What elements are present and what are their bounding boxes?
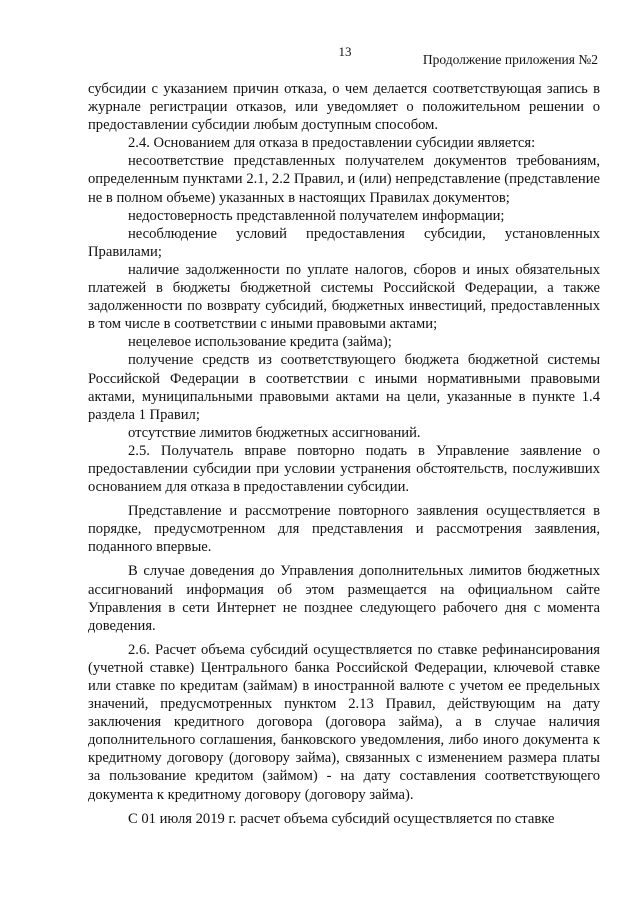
list-item: нецелевое использование кредита (займа); xyxy=(128,334,392,351)
list-item: несоблюдение условий предоставления субсидии, установленных Правилами; xyxy=(88,225,600,260)
paragraph: В случае доведения до Управления дополнительных лимитов бюджетных ассигнований информация об этом размещается на официальном сайте Управления в сети Интернет не позднее следующего рабочего дня с момента доведения. xyxy=(88,563,600,634)
appendix-label: Продолжение приложения №2 xyxy=(422,52,598,67)
paragraph-2-6: 2.6. Расчет объема субсидий осуществляется по ставке рефинансирования (учетной ставке) Центрального банка Российской Федерации, ключевой ставке или ставке по кредитам (займам) в иностранной валюте с учетом ее предельных значений, предусмотренных пунктом 2.13 Правил, действующим на дату заключения кредитного договора (договора займа), а в случае наличия дополнительного соглашения, банковского уведомления, либо иного документа к кредитному договору (договору займа), связанных с изменением размера платы за пользование кредитом (займом) - на дату составления соответствующего документа к кредитному договору (договору займа). xyxy=(88,641,600,803)
list-item: отсутствие лимитов бюджетных ассигнований. xyxy=(128,424,421,441)
list-item: наличие задолженности по уплате налогов, сборов и иных обязательных платежей в бюджеты бюджетной системы Российской Федерации, а также задолженности по возврату субсидий, бюджетных инвестиций, предоставленных в том числе в соответствии с иными правовыми актами; xyxy=(88,261,600,333)
paragraph: С 01 июля 2019 г. расчет объема субсидий осуществляется по ставке xyxy=(128,810,555,827)
body-text xyxy=(88,80,600,828)
page-number: 13 xyxy=(338,44,352,59)
paragraph-continuation: субсидии с указанием причин отказа, о чем делается соответствующая запись в журнале регистрации отказов, или уведомляет о положительном решении о предоставлении субсидии любым доступным способом. xyxy=(88,81,600,134)
list-item: несоответствие представленных получателем документов требованиям, определенным пунктами 2.1, 2.2 Правил, и (или) непредставление (представление не в полном объеме) указанных в настоящих Правилах документов; xyxy=(88,153,600,206)
paragraph: Представление и рассмотрение повторного заявления осуществляется в порядке, предусмотренном для представления и рассмотрения заявления, поданного впервые. xyxy=(88,503,600,556)
list-item: получение средств из соответствующего бюджета бюджетной системы Российской Федерации в соответствии с иными нормативными правовыми актами, муниципальными правовыми актами на цели, указанные в пункте 1.4 раздела 1 Правил; xyxy=(88,352,600,423)
paragraph-2-5: 2.5. Получатель вправе повторно подать в Управление заявление о предоставлении субсидии при условии устранения обстоятельств, послуживших основанием для отказа в предоставлении субсидии. xyxy=(88,442,600,496)
list-item: недостоверность представленной получателем информации; xyxy=(128,207,505,224)
paragraph-2-4-heading: 2.4. Основанием для отказа в предоставлении субсидии является: xyxy=(128,135,536,152)
